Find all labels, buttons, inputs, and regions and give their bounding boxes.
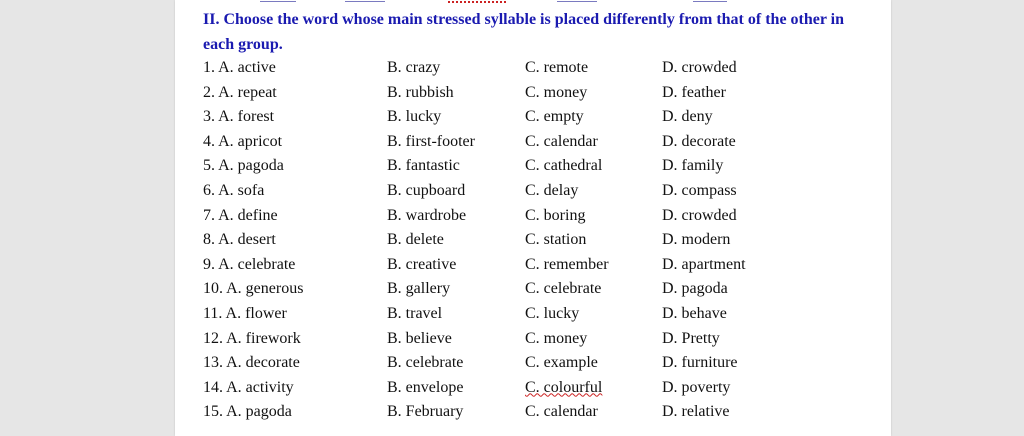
option-c: C. remember xyxy=(525,255,609,273)
option-b: B. gallery xyxy=(387,280,451,298)
option-c: C. celebrate xyxy=(525,280,602,298)
option-d: D. deny xyxy=(662,108,713,126)
question-row xyxy=(203,327,883,352)
option-a: 3. A. forest xyxy=(203,108,275,126)
option-d: D. pagoda xyxy=(662,280,728,298)
option-a: 2. A. repeat xyxy=(203,83,277,101)
option-c-spellcheck-flagged: C. colourful xyxy=(525,378,603,396)
option-a: 14. A. activity xyxy=(203,378,294,396)
option-a: 5. A. pagoda xyxy=(203,157,284,175)
option-d: D. apartment xyxy=(662,255,746,273)
option-d: D. compass xyxy=(662,181,737,199)
option-d: D. crowded xyxy=(662,206,737,224)
option-c: C. empty xyxy=(525,108,584,126)
option-b: B. first-footer xyxy=(387,132,475,150)
option-d: D. Pretty xyxy=(662,329,720,347)
question-row xyxy=(203,81,883,106)
option-d: D. behave xyxy=(662,304,727,322)
option-b: B. rubbish xyxy=(387,83,454,101)
option-d: D. relative xyxy=(662,403,730,421)
question-row xyxy=(203,105,883,130)
option-c: C. delay xyxy=(525,181,579,199)
option-b: B. delete xyxy=(387,231,444,249)
option-b: B. envelope xyxy=(387,378,464,396)
question-list xyxy=(203,56,883,425)
option-a: 11. A. flower xyxy=(203,304,287,322)
option-a: 6. A. sofa xyxy=(203,181,265,199)
option-b: B. wardrobe xyxy=(387,206,467,224)
option-d: D. modern xyxy=(662,231,731,249)
option-b: B. celebrate xyxy=(387,354,464,372)
option-b: B. creative xyxy=(387,255,457,273)
option-c: C. calendar xyxy=(525,132,598,150)
top-cropped-marks xyxy=(175,0,891,4)
question-row xyxy=(203,376,883,401)
option-a: 10. A. generous xyxy=(203,280,304,298)
option-c: C. boring xyxy=(525,206,586,224)
option-b: B. fantastic xyxy=(387,157,460,175)
option-d: D. decorate xyxy=(662,132,736,150)
option-c: C. example xyxy=(525,354,598,372)
question-row xyxy=(203,400,883,425)
option-a: 4. A. apricot xyxy=(203,132,283,150)
option-b: B. travel xyxy=(387,304,443,322)
option-c: C. lucky xyxy=(525,304,580,322)
option-d: D. furniture xyxy=(662,354,738,372)
question-row xyxy=(203,228,883,253)
option-b: B. lucky xyxy=(387,108,442,126)
option-a: 9. A. celebrate xyxy=(203,255,296,273)
document-page xyxy=(175,0,891,436)
option-a: 12. A. firework xyxy=(203,329,301,347)
question-row xyxy=(203,130,883,155)
option-d: D. family xyxy=(662,157,724,175)
question-row xyxy=(203,351,883,376)
option-d: D. feather xyxy=(662,83,726,101)
option-a: 8. A. desert xyxy=(203,231,276,249)
question-row xyxy=(203,154,883,179)
option-c: C. station xyxy=(525,231,587,249)
option-a: 15. A. pagoda xyxy=(203,403,292,421)
option-c: C. remote xyxy=(525,59,589,76)
question-row xyxy=(203,56,883,81)
question-row xyxy=(203,179,883,204)
question-row xyxy=(203,277,883,302)
option-c: C. money xyxy=(525,83,588,101)
option-b: B. believe xyxy=(387,329,452,347)
option-b: B. February xyxy=(387,403,464,421)
question-row xyxy=(203,302,883,327)
option-d: D. poverty xyxy=(662,378,731,396)
option-a: 1. A. active xyxy=(203,59,276,76)
option-c: C. calendar xyxy=(525,403,598,421)
question-row xyxy=(203,204,883,229)
section-heading: II. Choose the word whose main stressed syllable is placed differently from that of the other in each group. xyxy=(203,11,845,53)
option-a: 7. A. define xyxy=(203,206,278,224)
option-b: B. crazy xyxy=(387,59,441,76)
option-c: C. cathedral xyxy=(525,157,603,175)
option-a: 13. A. decorate xyxy=(203,354,300,372)
option-c: C. money xyxy=(525,329,588,347)
option-b: B. cupboard xyxy=(387,181,466,199)
question-row xyxy=(203,253,883,278)
option-d: D. crowded xyxy=(662,59,737,76)
